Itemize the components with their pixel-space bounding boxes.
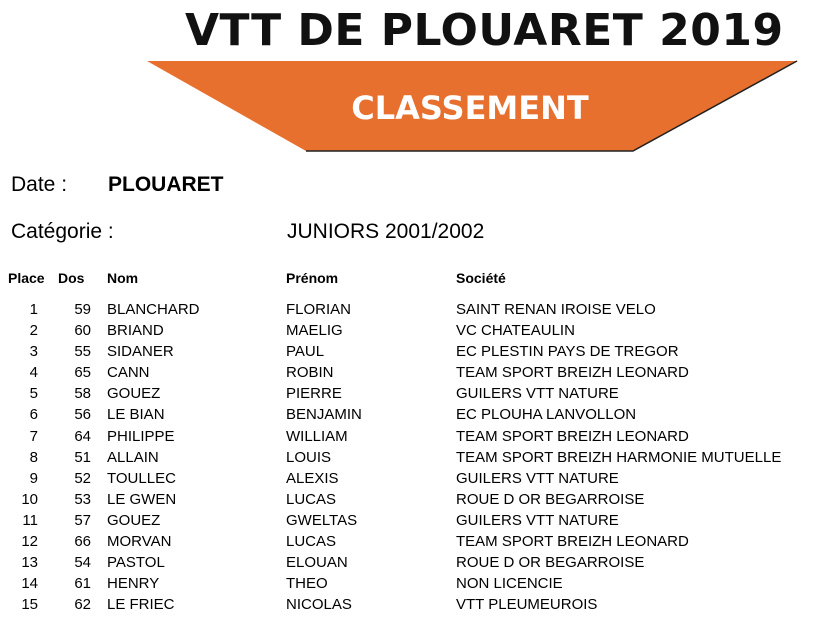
result-nom: CANN [107,364,150,382]
category-label: Catégorie : [11,220,114,243]
result-nom: LE FRIEC [107,596,175,614]
table-row [0,426,816,447]
result-societe: TEAM SPORT BREIZH LEONARD [456,533,689,551]
table-row [0,594,816,615]
results-table [0,266,816,615]
result-prenom: ALEXIS [286,469,339,487]
table-row [0,552,816,573]
result-nom: LE BIAN [107,406,165,424]
result-societe: ROUE D OR BEGARROISE [456,554,645,572]
result-societe: NON LICENCIE [456,575,563,593]
result-dos: 54 [74,554,91,572]
table-row [0,489,816,510]
result-societe: GUILERS VTT NATURE [456,385,619,403]
result-prenom: MAELIG [286,322,343,340]
result-place: 1 [29,301,38,318]
result-dos: 60 [74,322,91,340]
column-header-nom: Nom [107,270,139,286]
result-nom: GOUEZ [107,511,161,529]
result-nom: PASTOL [107,554,165,572]
result-place: 12 [21,533,38,551]
result-prenom: WILLIAM [286,427,348,445]
table-row [0,573,816,594]
result-prenom: PAUL [286,343,325,361]
category-value: JUNIORS 2001/2002 [287,220,485,243]
table-row [0,531,816,552]
result-dos: 51 [74,448,91,466]
result-prenom: PIERRE [286,385,342,403]
result-societe: TEAM SPORT BREIZH HARMONIE MUTUELLE [456,448,782,466]
column-header-place: Place [8,270,45,286]
results-header [0,266,816,290]
result-place: 5 [29,385,38,403]
result-nom: SIDANER [107,343,174,361]
result-place: 9 [29,469,38,487]
result-place: 8 [29,448,38,466]
date-value: PLOUARET [108,173,224,196]
result-dos: 66 [74,533,91,551]
result-societe: EC PLOUHA LANVOLLON [456,406,637,424]
result-societe: GUILERS VTT NATURE [456,511,619,529]
result-dos: 55 [74,343,91,361]
results-body [0,299,816,615]
result-place: 15 [21,596,38,614]
result-nom: PHILIPPE [107,427,175,445]
result-nom: ALLAIN [107,448,159,466]
result-prenom: GWELTAS [286,511,358,529]
result-place: 4 [29,364,38,382]
result-prenom: LOUIS [286,448,332,466]
event-title: VTT DE PLOUARET 2019 [185,5,784,56]
result-place: 2 [29,322,38,340]
result-place: 7 [29,427,38,445]
column-header-societe: Société [456,270,506,286]
result-dos: 53 [74,490,91,508]
result-dos: 65 [74,364,91,382]
result-dos: 59 [74,301,91,318]
result-prenom: FLORIAN [286,301,352,318]
result-societe: SAINT RENAN IROISE VELO [456,301,656,318]
table-row [0,320,816,341]
result-dos: 62 [74,596,91,614]
result-dos: 61 [74,575,91,593]
result-dos: 52 [74,469,91,487]
result-societe: VC CHATEAULIN [456,322,575,340]
date-row [0,172,816,198]
result-societe: TEAM SPORT BREIZH LEONARD [456,364,689,382]
column-header-prenom: Prénom [286,270,339,286]
result-nom: GOUEZ [107,385,161,403]
result-prenom: NICOLAS [286,596,352,614]
date-label: Date : [11,173,68,196]
result-societe: GUILERS VTT NATURE [456,469,619,487]
banner-label: CLASSEMENT [351,89,589,127]
result-dos: 64 [74,427,91,445]
table-row [0,447,816,468]
result-dos: 58 [74,385,91,403]
result-prenom: ELOUAN [286,554,348,572]
table-row [0,404,816,425]
result-place: 11 [22,511,38,529]
result-place: 14 [21,575,38,593]
result-place: 6 [29,406,38,424]
result-societe: ROUE D OR BEGARROISE [456,490,645,508]
result-prenom: ROBIN [286,364,334,382]
result-nom: BRIAND [107,322,164,340]
result-dos: 57 [74,511,91,529]
result-societe: VTT PLEUMEUROIS [456,596,598,614]
category-row [0,219,816,245]
table-row [0,341,816,362]
result-prenom: LUCAS [286,533,337,551]
result-societe: EC PLESTIN PAYS DE TREGOR [456,343,679,361]
table-row [0,362,816,383]
result-nom: HENRY [107,575,160,593]
result-prenom: BENJAMIN [286,406,362,424]
table-row [0,299,816,320]
result-place: 3 [29,343,38,361]
column-header-dos: Dos [58,270,85,286]
result-place: 13 [21,554,38,572]
result-nom: MORVAN [107,533,172,551]
result-prenom: LUCAS [286,490,337,508]
result-societe: TEAM SPORT BREIZH LEONARD [456,427,689,445]
table-row [0,383,816,404]
table-row [0,510,816,531]
result-nom: TOULLEC [107,469,176,487]
result-dos: 56 [74,406,91,424]
result-nom: LE GWEN [107,490,177,508]
result-nom: BLANCHARD [107,301,200,318]
result-place: 10 [21,490,38,508]
table-row [0,468,816,489]
classement-banner [0,0,816,160]
result-prenom: THEO [286,575,328,593]
